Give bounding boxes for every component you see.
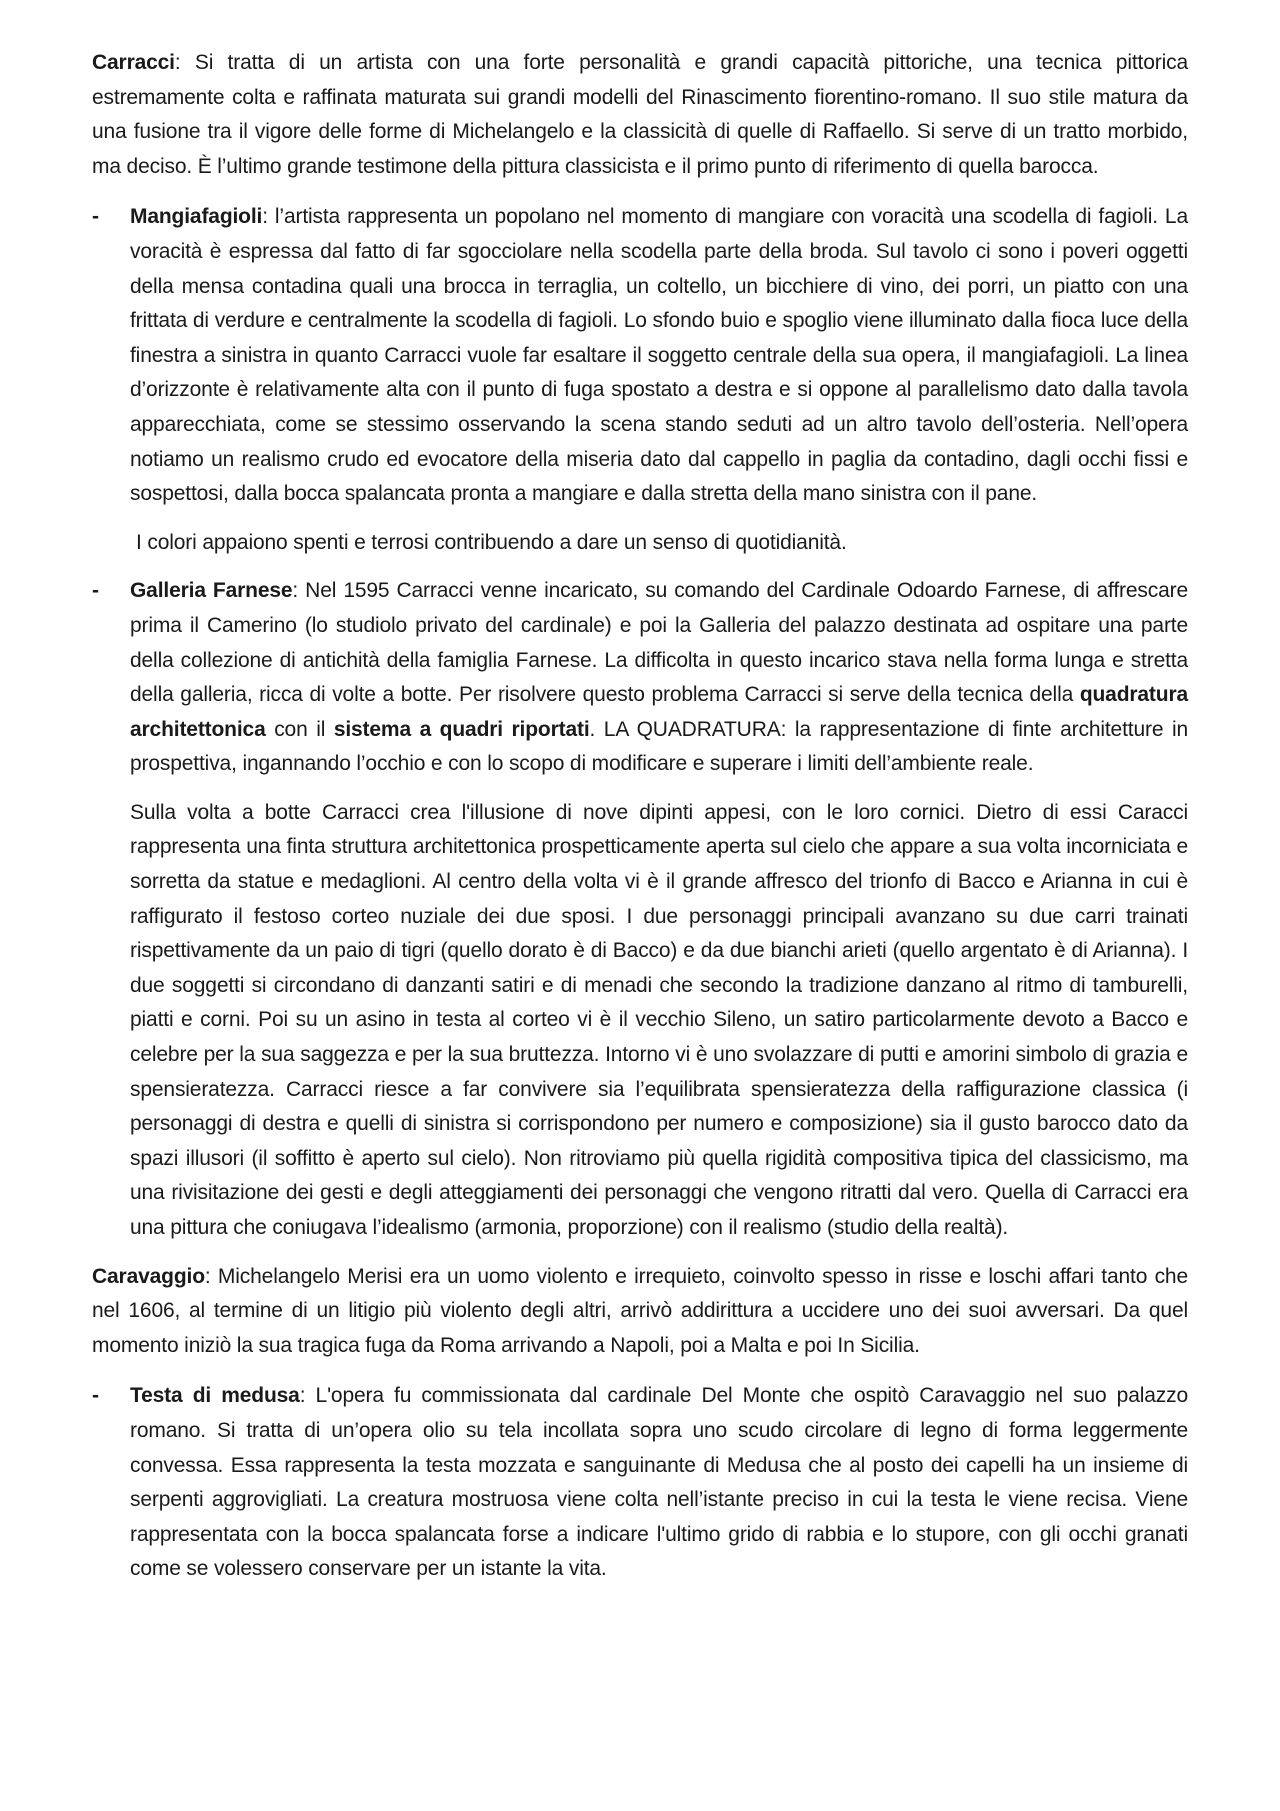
heading-galleria-farnese: Galleria Farnese	[130, 579, 293, 603]
list-item-testa-di-medusa	[92, 1379, 1188, 1587]
medusa-text: : L'opera fu commissionata dal cardinale Del Monte che ospitò Caravaggio nel suo palazzo romano. Si tratta di un’opera olio su tela incollata sopra uno scudo circolare di legno di forma leggermente convessa. Essa rappresenta la testa mozzata e sanguinante di Medusa che al posto dei capelli ha un insieme di serpenti aggrovigliati. La creatura mostruosa viene colta nell’istante preciso in cui la testa le viene recisa. Viene rappresentata con la bocca spalancata forse a indicare l'ultimo grido di rabbia e lo stupore, con gli occhi granati come se volessero conservare per un istante la vita.	[130, 1384, 1189, 1581]
paragraph-volta: Sulla volta a botte Carracci crea l'illusione di nove dipinti appesi, con le loro cornici. Dietro di essi Caracci rappresenta una finta struttura architettonica prospetticamente aperta sul cielo che appare a sua volta incorniciata e sorretta da statue e medaglioni. Al centro della volta vi è il grande affresco del trionfo di Bacco e Arianna in cui è raffigurato il festoso corteo nuziale dei due sposi. I due personaggi principali avanzano su due carri trainati rispettivamente da un paio di tigri (quello dorato è di Bacco) e da due bianchi arieti (quello argentato è di Arianna). I due soggetti si circondano di danzanti satiri e di menadi che secondo la tradizione danzano al ritmo di tamburelli, piatti e corni. Poi su un asino in testa al corteo vi è il vecchio Sileno, un satiro particolarmente devoto a Bacco e celebre per la sua saggezza e per la sua bruttezza. Intorno vi è uno svolazzare di putti e amorini simbolo di grazia e spensieratezza. Carracci riesce a far convivere sia l’equilibrata spensieratezza della raffigurazione classica (i personaggi di destra e quelli di sinistra si corrispondono per numero e composizione) sia il gusto barocco dato da spazi illusori (il soffitto è aperto sul cielo). Non ritroviamo più quella rigidità compositiva tipica del classicismo, ma una rivisitazione dei gesti e degli atteggiamenti dei personaggi che vengono ritratti dal vero. Quella di Carracci era una pittura che coniugava l’idealismo (armonia, proporzione) con il realismo (studio della realtà).	[130, 800, 1188, 1239]
term-quadratura: quadratura architettonica	[130, 683, 1188, 741]
caravaggio-text: : Michelangelo Merisi era un uomo violento e irrequieto, coinvolto spesso in risse e loschi affari tanto che nel 1606, al termine di un litigio più violento degli altri, arrivò addirittura a uccidere uno dei suoi avversari. Da quel momento iniziò la sua tragica fuga da Roma arrivando a Napoli, poi a Malta e poi In Sicilia.	[92, 1264, 1188, 1357]
heading-caravaggio: Caravaggio	[92, 1264, 205, 1288]
heading-testa-di-medusa: Testa di medusa	[130, 1384, 300, 1408]
galleria-text-a: : Nel 1595 Carracci venne incaricato, su comando del Cardinale Odoardo Farnese, di affrescare prima il Camerino (lo studiolo privato del cardinale) e poi la Galleria del palazzo destinata ad ospitare una parte della collezione di antichità della famiglia Farnese. La difficolta in questo incarico stava nella forma lunga e stretta della galleria, ricca di volte a botte. Per risolvere questo problema Carracci si serve della tecnica della	[130, 579, 1188, 707]
list-item-galleria-farnese	[92, 574, 1188, 782]
carracci-text: : Si tratta di un artista con una forte personalità e grandi capacità pittoriche, una tecnica pittorica estremamente colta e raffinata maturata sui grandi modelli del Rinascimento fiorentino-romano. Il suo stile matura da una fusione tra il vigore delle forme di Michelangelo e la classicità di quelle di Raffaello. Si serve di un tratto morbido, ma deciso. È l’ultimo grande testimone della pittura classicista e il primo punto di riferimento di quella barocca.	[92, 51, 1188, 178]
heading-mangiafagioli: Mangiafagioli	[130, 205, 263, 229]
list-item-mangiafagioli	[92, 200, 1188, 511]
mangiafagioli-text: : l’artista rappresenta un popolano nel momento di mangiare con voracità una scodella di fagioli. La voracità è espressa dal fatto di far sgocciolare nella scodella parte della broda. Sul tavolo ci sono i poveri oggetti della mensa contadina quali una brocca in terraglia, un coltello, un bicchiere di vino, dei porri, un piatto con una frittata di verdure e centralmente la scodella di fagioli. Lo sfondo buio e spoglio viene illuminato dalla fioca luce della finestra a sinistra in quanto Carracci vuole far esaltare il soggetto centrale della sua opera, il mangiafagioli. La linea d’orizzonte è relativamente alta con il punto di fuga spostato a destra e si oppone al parallelismo dato dalla tavola apparecchiata, come se stessimo osservando la scena stando seduti ad un altro tavolo dell’osteria. Nell’opera notiamo un realismo crudo ed evocatore della miseria dato dal cappello in paglia da contadino, dagli occhi fissi e sospettosi, dalla bocca spalancata pronta a mangiare e dalla stretta della mano sinistra con il pane.	[130, 205, 1188, 506]
bullet-dash: -	[92, 579, 99, 603]
bullet-dash: -	[92, 205, 99, 229]
galleria-text-b: con il	[265, 717, 334, 741]
paragraph-colori: I colori appaiono spenti e terrosi contribuendo a dare un senso di quotidianità.	[136, 530, 847, 554]
galleria-text-c: . LA QUADRATURA: la rappresentazione di finte architetture in prospettiva, ingannando l’occhio e con lo scopo di modificare e superare i limiti dell’ambiente reale.	[130, 717, 1188, 776]
paragraph-caravaggio	[92, 1260, 1188, 1364]
heading-carracci: Carracci	[92, 51, 175, 74]
term-quadri-riportati: sistema a quadri riportati	[333, 717, 590, 741]
document-page	[92, 46, 1188, 1601]
paragraph-carracci	[92, 46, 1188, 184]
bullet-dash: -	[92, 1384, 99, 1408]
